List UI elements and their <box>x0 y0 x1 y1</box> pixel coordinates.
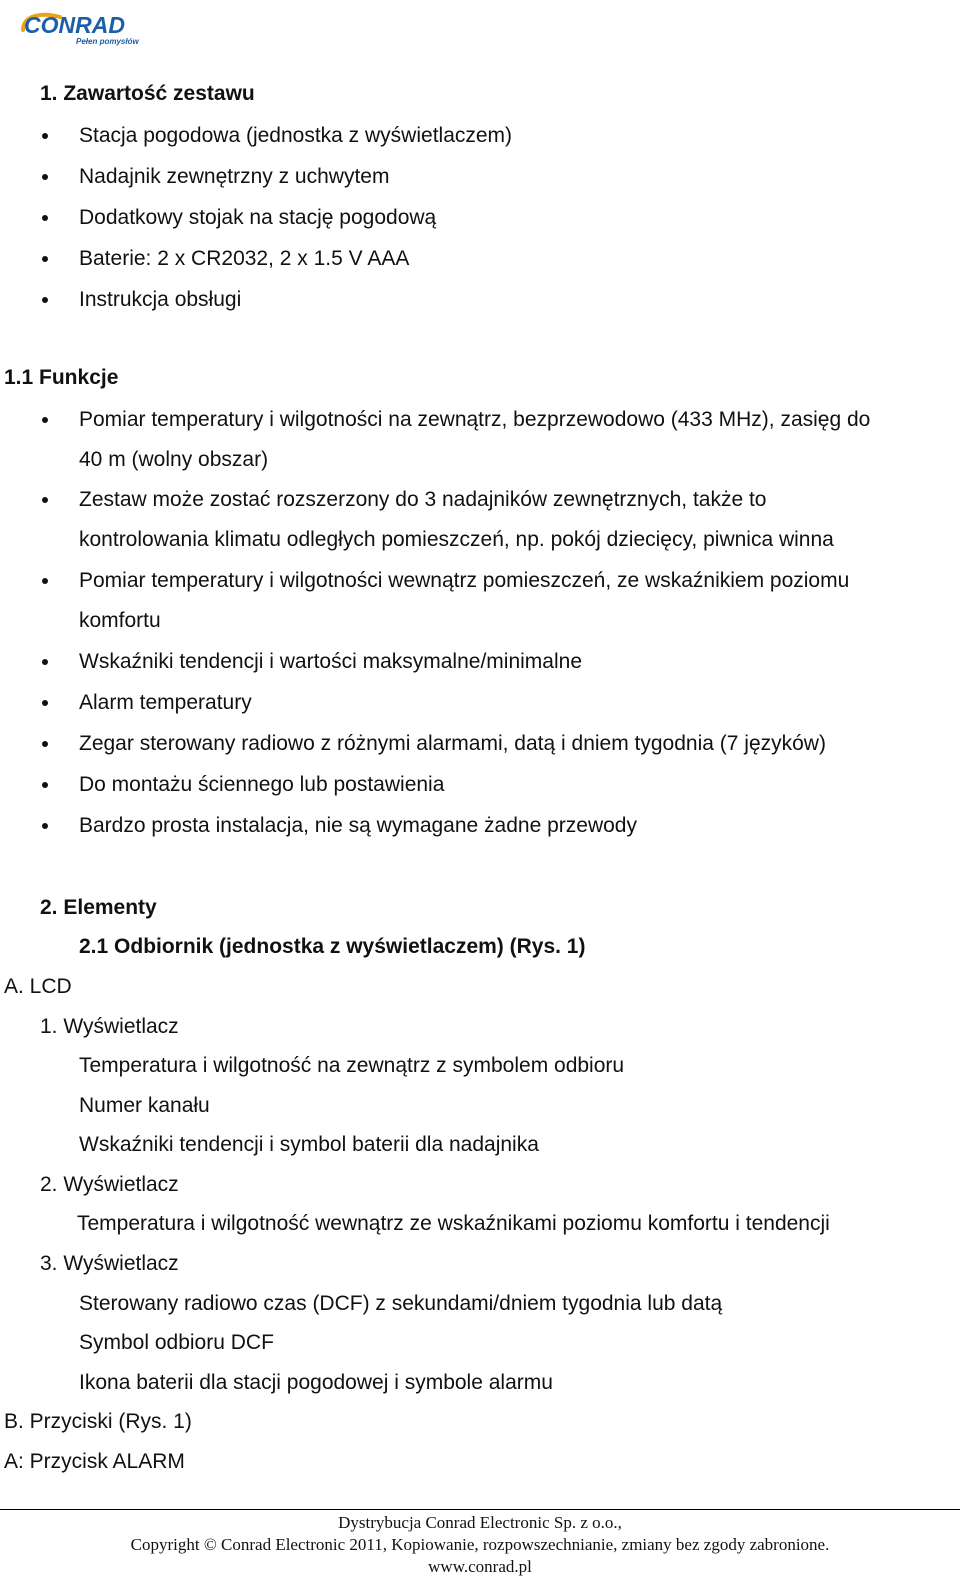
section-heading-contents: 1. Zawartość zestawu <box>40 82 255 105</box>
display-3-line: Ikona baterii dla stacji pogodowej i symbole alarmu <box>79 1371 553 1394</box>
bullet <box>42 700 48 706</box>
footer-copyright: Copyright © Conrad Electronic 2011, Kopiowanie, rozpowszechnianie, zmiany bez zgody zabronione. <box>130 1535 830 1554</box>
bullet <box>42 174 48 180</box>
list-item: Alarm temperatury <box>79 691 252 714</box>
list-item: Instrukcja obsługi <box>79 288 242 311</box>
buttons-label: B. Przyciski (Rys. 1) <box>4 1410 192 1433</box>
bullet <box>42 215 48 221</box>
logo-tagline: Pełen pomysłów <box>76 37 139 46</box>
logo-brand: CONRAD <box>24 12 125 38</box>
list-item: Bardzo prosta instalacja, nie są wymagane żadne przewody <box>79 814 637 837</box>
button-alarm-label: A: Przycisk ALARM <box>4 1450 185 1473</box>
list-item: Do montażu ściennego lub postawienia <box>79 773 445 796</box>
list-item: Pomiar temperatury i wilgotności wewnątrz pomieszczeń, ze wskaźnikiem poziomu <box>79 569 850 592</box>
bullet <box>42 823 48 829</box>
footer-divider <box>0 1509 960 1510</box>
list-item: Dodatkowy stojak na stację pogodową <box>79 206 437 229</box>
conrad-logo <box>20 6 150 46</box>
display-3-label: 3. Wyświetlacz <box>40 1252 179 1275</box>
bullet <box>42 741 48 747</box>
display-2-label: 2. Wyświetlacz <box>40 1173 179 1196</box>
list-item: Nadajnik zewnętrzny z uchwytem <box>79 165 390 188</box>
list-item: Zestaw może zostać rozszerzony do 3 nadajników zewnętrznych, także to <box>79 488 767 511</box>
display-1-line: Temperatura i wilgotność na zewnątrz z symbolem odbioru <box>79 1054 625 1077</box>
list-item: Baterie: 2 x CR2032, 2 x 1.5 V AAA <box>79 247 410 270</box>
display-2-line: Temperatura i wilgotność wewnątrz ze wskaźnikami poziomu komfortu i tendencji <box>77 1212 830 1235</box>
conrad-logo-graphic <box>20 6 150 46</box>
display-1-label: 1. Wyświetlacz <box>40 1015 179 1038</box>
bullet <box>42 133 48 139</box>
section-heading-functions: 1.1 Funkcje <box>4 366 119 389</box>
list-item: Pomiar temperatury i wilgotności na zewnątrz, bezprzewodowo (433 MHz), zasięg do <box>79 408 871 431</box>
list-item: Wskaźniki tendencji i wartości maksymalne/minimalne <box>79 650 582 673</box>
display-3-line: Symbol odbioru DCF <box>79 1331 274 1354</box>
bullet <box>42 417 48 423</box>
list-item: Zegar sterowany radiowo z różnymi alarmami, datą i dniem tygodnia (7 języków) <box>79 732 826 755</box>
bullet <box>42 578 48 584</box>
subsection-heading-receiver: 2.1 Odbiornik (jednostka z wyświetlaczem) (Rys. 1) <box>79 935 586 958</box>
bullet <box>42 497 48 503</box>
bullet <box>42 659 48 665</box>
display-3-line: Sterowany radiowo czas (DCF) z sekundami/dniem tygodnia lub datą <box>79 1292 723 1315</box>
display-1-line: Numer kanału <box>79 1094 210 1117</box>
list-item-continuation: komfortu <box>79 609 161 632</box>
bullet <box>42 256 48 262</box>
bullet <box>42 782 48 788</box>
display-1-line: Wskaźniki tendencji i symbol baterii dla nadajnika <box>79 1133 539 1156</box>
list-item: Stacja pogodowa (jednostka z wyświetlaczem) <box>79 124 513 147</box>
list-item-continuation: kontrolowania klimatu odległych pomieszczeń, np. pokój dziecięcy, piwnica winna <box>79 528 834 551</box>
list-item-continuation: 40 m (wolny obszar) <box>79 448 269 471</box>
bullet <box>42 297 48 303</box>
lcd-label: A. LCD <box>4 975 72 998</box>
section-heading-elements: 2. Elementy <box>40 896 157 919</box>
footer-website: www.conrad.pl <box>428 1557 532 1576</box>
footer-distribution: Dystrybucja Conrad Electronic Sp. z o.o., <box>338 1513 622 1532</box>
